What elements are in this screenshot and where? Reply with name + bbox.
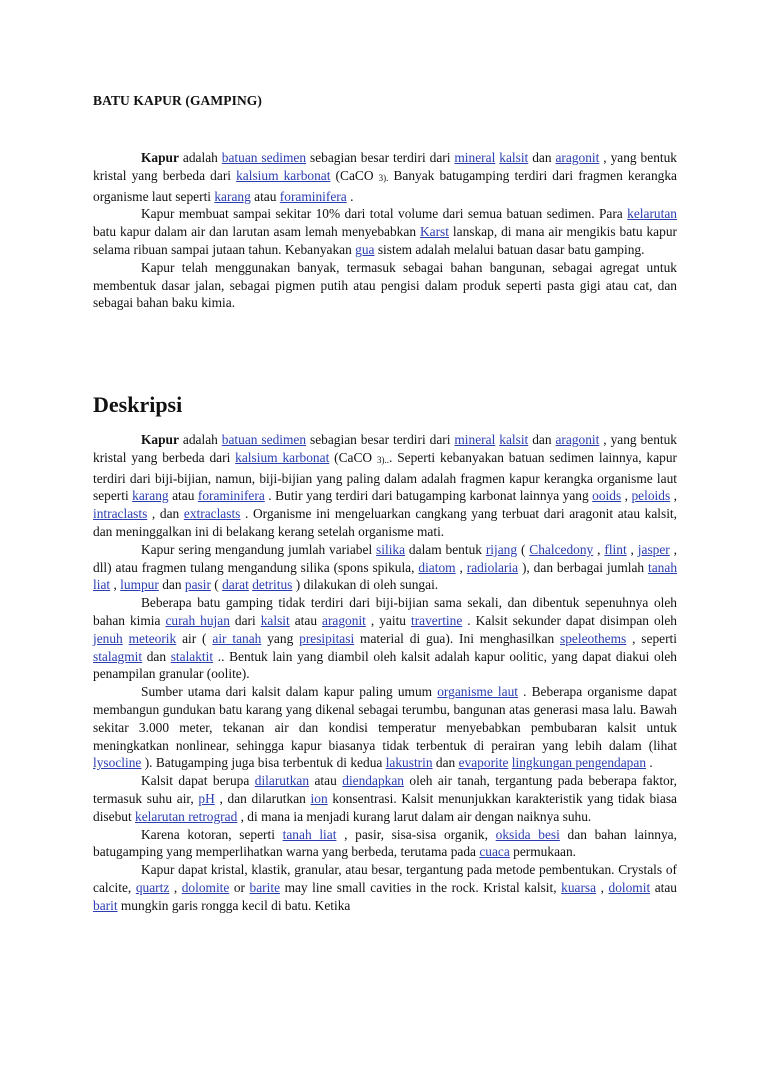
link-intraclasts[interactable]: intraclasts: [93, 506, 148, 522]
text-run: ,: [169, 879, 182, 895]
text-run: . Seperti kebanyakan batuan sedimen lainnya, kapur terdiri dari biji-bijian, namun, biji-bijian yang paling dalam adalah fragmen kapur kerangka organisme laut seperti: [93, 449, 677, 504]
document-title: BATU KAPUR (GAMPING): [93, 93, 262, 108]
text-run: ,: [621, 488, 632, 504]
text-run: oleh air tanah, tergantung pada beberapa faktor, termasuk suhu air,: [93, 773, 678, 806]
text-run: . Butir yang terdiri dari batugamping karbonat lainnya yang: [264, 488, 593, 504]
text-run: lanskap, di mana air mengikis batu kapur selama ribuan sampai jutaan tahun. Kebanyakan: [93, 224, 677, 257]
link-kalsit[interactable]: kalsit: [260, 612, 290, 628]
link-mineral[interactable]: mineral: [454, 150, 496, 165]
text-run: konsentrasi. Kalsit menunjukkan karakteristik yang tidak biasa disebut: [93, 790, 677, 824]
link-jasper[interactable]: jasper: [637, 541, 670, 557]
text-run: Kapur dapat kristal, klastik, granular, atau besar, tergantung pada metode pembentukan. Crystals of calcite,: [93, 862, 677, 895]
text-run: .. Bentuk lain yang diambil oleh kalsit adalah kapur oolitic, yang dapat diakui oleh penampilan granular (oolite).: [93, 648, 678, 682]
text-run: ,: [626, 541, 638, 557]
link-kelarutan[interactable]: kelarutan: [627, 206, 677, 222]
link-batuan-sedimen[interactable]: batuan sedimen: [221, 432, 307, 447]
text-run: (: [210, 577, 223, 593]
intro-section: [93, 149, 677, 312]
link-karst[interactable]: Karst: [419, 224, 449, 240]
link-lingkungan-pengendapan[interactable]: lingkungan pengendapan: [511, 755, 647, 771]
text-run: ,: [670, 488, 677, 504]
text-run: or: [229, 879, 250, 895]
link-karang[interactable]: karang: [132, 488, 169, 504]
text-run: Sumber utama dari kalsit dalam kapur paling umum: [141, 684, 438, 700]
link-kelarutan-retrograd[interactable]: kelarutan retrograd: [135, 808, 238, 824]
text-run: batu kapur dalam air dan larutan asam lemah menyebabkan: [93, 224, 420, 240]
link-stalaktit[interactable]: stalaktit: [170, 648, 214, 664]
paragraph: [93, 826, 677, 862]
paragraph: [93, 683, 677, 772]
link-stalagmit[interactable]: stalagmit: [93, 648, 143, 664]
text-run: ,: [596, 879, 609, 895]
link-barite[interactable]: barite: [249, 879, 281, 895]
paragraph: [93, 259, 677, 312]
text-run: mungkin garis rongga kecil di batu. Ketika: [117, 897, 351, 913]
link-ph[interactable]: pH: [198, 790, 215, 806]
text-run: dan: [528, 432, 556, 447]
text-run: dan: [142, 648, 171, 664]
link-flint[interactable]: flint: [604, 541, 627, 557]
text-run: atau: [309, 773, 343, 789]
link-extraclasts[interactable]: extraclasts: [183, 506, 241, 522]
link-travertine[interactable]: travertine: [410, 612, 463, 628]
link-foraminifera[interactable]: foraminifera: [279, 188, 347, 204]
text-run: , yang bentuk kristal yang berbeda dari: [93, 432, 678, 465]
link-ooids[interactable]: ooids: [592, 488, 622, 504]
text-run: permukaan.: [509, 844, 576, 860]
text-run: atau: [289, 612, 323, 628]
link-kalsit[interactable]: kalsit: [499, 432, 529, 447]
text-run: , dll) atau fragmen tulang mengandung silika (spons spikula,: [93, 541, 677, 575]
paragraph: [93, 541, 677, 594]
link-chalcedony[interactable]: Chalcedony: [529, 541, 594, 557]
text-run: material di gua). Ini menghasilkan: [354, 630, 561, 646]
text-run: may line small cavities in the rock. Kristal kalsit,: [280, 879, 562, 895]
text-run: dan: [158, 577, 185, 593]
text-run: ,: [110, 577, 121, 593]
text-run: Banyak batugamping terdiri dari fragmen kerangka organisme laut seperti: [93, 167, 677, 204]
link-speleothems[interactable]: speleothems: [560, 630, 627, 646]
link-mineral[interactable]: mineral: [454, 432, 496, 447]
link-karang[interactable]: karang: [214, 188, 251, 204]
text-run: Kapur membuat sampai sekitar 10% dari total volume dari semua batuan sedimen. Para: [141, 206, 628, 222]
bold-term: Kapur: [141, 432, 179, 447]
text-run: ) dilakukan di oleh sungai.: [292, 577, 439, 593]
text-run: ,: [593, 541, 605, 557]
text-run: dan bahan lainnya, batugamping yang memperlihatkan warna yang berbeda, terutama pada: [93, 826, 677, 860]
link-curah-hujan[interactable]: curah hujan: [165, 612, 230, 628]
link-kuarsa[interactable]: kuarsa: [561, 879, 597, 895]
link-aragonit[interactable]: aragonit: [555, 432, 600, 447]
link-diendapkan[interactable]: diendapkan: [342, 773, 404, 789]
link-radiolaria[interactable]: radiolaria: [466, 559, 519, 575]
text-run: sebagian besar terdiri dari: [306, 150, 455, 165]
text-run: Beberapa batu gamping tidak terdiri dari biji-bijian sama sekali, dan dibentuk sepenuhnya oleh bahan kimia: [93, 595, 677, 628]
paragraph: [93, 149, 677, 205]
link-batuan-sedimen[interactable]: batuan sedimen: [221, 150, 307, 165]
text-run: , dan dilarutkan: [214, 790, 311, 806]
text-run: adalah: [178, 432, 222, 447]
text-run: atau: [650, 879, 678, 895]
link-jenuh[interactable]: jenuh: [93, 630, 123, 646]
text-run: adalah: [178, 150, 222, 165]
text-run: atau: [250, 188, 280, 204]
link-air-tanah[interactable]: air tanah: [212, 630, 262, 646]
link-silika[interactable]: silika: [376, 541, 406, 557]
paragraph: [93, 431, 677, 541]
text-run: .: [346, 188, 354, 204]
subscript: 3).: [378, 172, 389, 183]
bold-term: Kapur: [141, 150, 179, 165]
text-run: dan: [432, 755, 459, 771]
link-organisme-laut[interactable]: organisme laut: [437, 684, 518, 700]
text-run: (CaCO: [329, 449, 377, 465]
link-oksida-besi[interactable]: oksida besi: [495, 826, 560, 842]
link-kalsium-karbonat[interactable]: kalsium karbonat: [236, 167, 331, 183]
text-run: . Beberapa organisme dapat membangun gundukan batu karang yang dikenal sebagai terumbu, bangunan atas generasi masa lalu. Bawah sekitar 3.000 meter, tekanan air dan kondisi temperatur menyebabkan pembubaran kalsit untuk meningkatkan nonlinear, sehingga kapur biasanya tidak terbentuk di perairan yang lebih dalam (lihat: [93, 684, 678, 753]
text-run: sistem adalah melalui batuan dasar batu gamping.: [374, 241, 645, 257]
text-run: ), dan berbagai jumlah: [518, 559, 649, 575]
text-run: .: [646, 755, 653, 771]
text-run: (: [517, 541, 530, 557]
text-run: sebagian besar terdiri dari: [306, 432, 455, 447]
section-heading-deskripsi: Deskripsi: [93, 392, 183, 417]
text-run: yang: [261, 630, 300, 646]
link-darat[interactable]: darat: [222, 577, 249, 593]
text-run: Karena kotoran, seperti: [141, 826, 283, 842]
link-detritus[interactable]: detritus: [252, 577, 293, 593]
link-aragonit[interactable]: aragonit: [322, 612, 366, 628]
link-barit[interactable]: barit: [93, 897, 118, 913]
text-run: , pasir, sisa-sisa organik,: [336, 826, 496, 842]
text-run: ). Batugamping juga bisa terbentuk di kedua: [141, 755, 386, 771]
link-quartz[interactable]: quartz: [135, 879, 170, 895]
text-run: air (: [176, 630, 213, 646]
text-run: dari: [229, 612, 261, 628]
text-run: dalam bentuk: [405, 541, 486, 557]
text-run: Kalsit dapat berupa: [141, 773, 255, 789]
link-lysocline[interactable]: lysocline: [93, 755, 142, 771]
text-run: Kapur telah menggunakan banyak, termasuk sebagai bahan bangunan, sebagai agregat untuk membentuk dasar jalan, sebagai pigmen putih atau pengisi dalam produk seperti pasta gigi atau cat, dan sebagai bahan baku kimia.: [93, 259, 677, 311]
link-ion[interactable]: ion: [310, 790, 328, 806]
link-meteorik[interactable]: meteorik: [128, 630, 177, 646]
text-run: . Kalsit sekunder dapat disimpan oleh: [462, 612, 678, 628]
link-dilarutkan[interactable]: dilarutkan: [254, 773, 310, 789]
deskripsi-section: [93, 431, 677, 915]
link-pasir[interactable]: pasir: [184, 577, 211, 593]
link-peloids[interactable]: peloids: [631, 488, 671, 504]
text-run: , yaitu: [365, 612, 411, 628]
text-run: , di mana ia menjadi kurang larut dalam air dengan naiknya suhu.: [237, 808, 592, 824]
text-run: , yang bentuk kristal yang berbeda dari: [93, 150, 678, 183]
link-tanah-liat[interactable]: tanah liat: [93, 559, 678, 593]
link-dolomit[interactable]: dolomit: [608, 879, 651, 895]
text-run: (CaCO: [330, 167, 379, 183]
link-lumpur[interactable]: lumpur: [120, 577, 159, 593]
link-aragonit[interactable]: aragonit: [555, 150, 600, 165]
subscript: 3)..: [376, 454, 389, 465]
link-lakustrin[interactable]: lakustrin: [385, 755, 433, 771]
link-evaporite[interactable]: evaporite: [458, 755, 509, 771]
link-tanah-liat[interactable]: tanah liat: [282, 826, 337, 842]
link-kalsit[interactable]: kalsit: [499, 150, 529, 165]
text-run: . Organisme ini mengeluarkan cangkang yang terbuat dari aragonit atau kalsit, dan meninggalkan ini di belakang kerang setelah organisme mati.: [93, 506, 678, 539]
paragraph: [93, 861, 677, 914]
link-kalsium-karbonat[interactable]: kalsium karbonat: [235, 449, 330, 465]
link-rijang[interactable]: rijang: [485, 541, 518, 557]
text-run: dan: [528, 150, 556, 165]
link-diatom[interactable]: diatom: [418, 559, 456, 575]
link-cuaca[interactable]: cuaca: [479, 844, 510, 860]
text-run: , dan: [147, 506, 184, 522]
link-presipitasi[interactable]: presipitasi: [299, 630, 355, 646]
paragraph: [93, 205, 677, 258]
text-run: , seperti: [626, 630, 677, 646]
paragraph: [93, 594, 677, 683]
link-gua[interactable]: gua: [355, 241, 375, 257]
link-foraminifera[interactable]: foraminifera: [197, 488, 265, 504]
text-run: ,: [455, 559, 467, 575]
text-run: atau: [168, 488, 198, 504]
text-run: Kapur sering mengandung jumlah variabel: [141, 541, 377, 557]
link-dolomite[interactable]: dolomite: [181, 879, 230, 895]
paragraph: [93, 772, 677, 825]
